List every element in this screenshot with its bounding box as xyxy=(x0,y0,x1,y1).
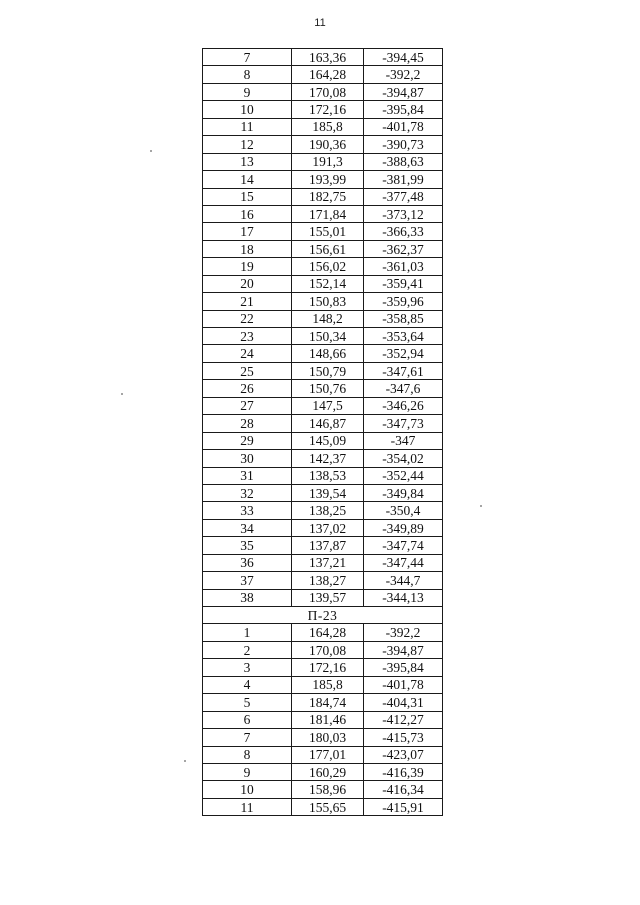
cell-value-x: 152,14 xyxy=(292,275,364,292)
cell-value-x: 148,2 xyxy=(292,310,364,327)
table-row xyxy=(203,345,443,362)
cell-value-y: -366,33 xyxy=(364,223,443,240)
table-body-part1 xyxy=(203,49,443,607)
cell-value-y: -344,7 xyxy=(364,572,443,589)
cell-index: 11 xyxy=(203,798,292,815)
table-row xyxy=(203,484,443,501)
cell-index: 10 xyxy=(203,781,292,798)
cell-value-x: 164,28 xyxy=(292,624,364,641)
cell-value-y: -347 xyxy=(364,432,443,449)
cell-value-x: 164,28 xyxy=(292,66,364,83)
cell-value-x: 148,66 xyxy=(292,345,364,362)
cell-index: 30 xyxy=(203,450,292,467)
cell-index: 34 xyxy=(203,519,292,536)
cell-index: 27 xyxy=(203,397,292,414)
table-row xyxy=(203,450,443,467)
cell-value-x: 137,21 xyxy=(292,554,364,571)
data-table-container xyxy=(202,48,442,816)
scan-speck xyxy=(480,505,482,507)
cell-index: 3 xyxy=(203,659,292,676)
table-row xyxy=(203,711,443,728)
table-row xyxy=(203,729,443,746)
cell-index: 2 xyxy=(203,641,292,658)
cell-value-x: 170,08 xyxy=(292,83,364,100)
table-row xyxy=(203,572,443,589)
cell-index: 33 xyxy=(203,502,292,519)
cell-value-x: 163,36 xyxy=(292,49,364,66)
cell-index: 35 xyxy=(203,537,292,554)
cell-index: 10 xyxy=(203,101,292,118)
table-row xyxy=(203,328,443,345)
cell-value-y: -416,34 xyxy=(364,781,443,798)
cell-index: 15 xyxy=(203,188,292,205)
table-row xyxy=(203,641,443,658)
cell-index: 7 xyxy=(203,729,292,746)
cell-value-x: 138,53 xyxy=(292,467,364,484)
cell-index: 21 xyxy=(203,293,292,310)
cell-value-x: 177,01 xyxy=(292,746,364,763)
cell-value-y: -359,96 xyxy=(364,293,443,310)
cell-value-y: -392,2 xyxy=(364,66,443,83)
cell-value-x: 150,83 xyxy=(292,293,364,310)
scan-speck xyxy=(184,760,186,762)
cell-value-x: 156,02 xyxy=(292,258,364,275)
cell-value-x: 182,75 xyxy=(292,188,364,205)
cell-index: 20 xyxy=(203,275,292,292)
cell-value-y: -354,02 xyxy=(364,450,443,467)
section-header-cell: П-23 xyxy=(203,607,443,624)
table-row xyxy=(203,397,443,414)
cell-value-y: -347,6 xyxy=(364,380,443,397)
table-row xyxy=(203,624,443,641)
cell-value-x: 155,65 xyxy=(292,798,364,815)
table-row xyxy=(203,66,443,83)
table-row xyxy=(203,589,443,606)
cell-value-y: -388,63 xyxy=(364,153,443,170)
cell-index: 37 xyxy=(203,572,292,589)
cell-value-x: 138,25 xyxy=(292,502,364,519)
table-row xyxy=(203,223,443,240)
cell-value-y: -412,27 xyxy=(364,711,443,728)
cell-value-x: 150,79 xyxy=(292,362,364,379)
cell-value-x: 185,8 xyxy=(292,676,364,693)
cell-value-y: -353,64 xyxy=(364,328,443,345)
table-row xyxy=(203,380,443,397)
cell-value-x: 137,87 xyxy=(292,537,364,554)
table-row xyxy=(203,519,443,536)
page-number: 11 xyxy=(314,17,326,29)
cell-value-x: 185,8 xyxy=(292,118,364,135)
cell-index: 8 xyxy=(203,746,292,763)
cell-value-y: -350,4 xyxy=(364,502,443,519)
table-row xyxy=(203,415,443,432)
cell-value-x: 155,01 xyxy=(292,223,364,240)
cell-value-y: -347,44 xyxy=(364,554,443,571)
cell-index: 32 xyxy=(203,484,292,501)
cell-value-y: -401,78 xyxy=(364,676,443,693)
cell-value-x: 156,61 xyxy=(292,240,364,257)
table-row xyxy=(203,240,443,257)
cell-index: 26 xyxy=(203,380,292,397)
cell-value-y: -358,85 xyxy=(364,310,443,327)
cell-index: 17 xyxy=(203,223,292,240)
table-row xyxy=(203,798,443,815)
cell-value-x: 142,37 xyxy=(292,450,364,467)
table-row xyxy=(203,502,443,519)
cell-value-x: 147,5 xyxy=(292,397,364,414)
cell-value-x: 181,46 xyxy=(292,711,364,728)
table-row xyxy=(203,275,443,292)
cell-index: 16 xyxy=(203,205,292,222)
cell-index: 14 xyxy=(203,171,292,188)
cell-value-y: -359,41 xyxy=(364,275,443,292)
cell-index: 22 xyxy=(203,310,292,327)
cell-index: 25 xyxy=(203,362,292,379)
cell-index: 24 xyxy=(203,345,292,362)
table-row xyxy=(203,188,443,205)
cell-value-y: -361,03 xyxy=(364,258,443,275)
cell-index: 23 xyxy=(203,328,292,345)
table-row xyxy=(203,153,443,170)
cell-value-y: -381,99 xyxy=(364,171,443,188)
cell-value-y: -394,87 xyxy=(364,641,443,658)
table-row xyxy=(203,676,443,693)
cell-value-x: 146,87 xyxy=(292,415,364,432)
table-row xyxy=(203,659,443,676)
cell-value-y: -362,37 xyxy=(364,240,443,257)
cell-value-x: 191,3 xyxy=(292,153,364,170)
cell-value-y: -344,13 xyxy=(364,589,443,606)
cell-value-x: 193,99 xyxy=(292,171,364,188)
table-row xyxy=(203,83,443,100)
section-header-row xyxy=(203,607,443,624)
cell-index: 7 xyxy=(203,49,292,66)
cell-value-y: -373,12 xyxy=(364,205,443,222)
cell-value-y: -377,48 xyxy=(364,188,443,205)
cell-index: 9 xyxy=(203,763,292,780)
table-row xyxy=(203,537,443,554)
cell-index: 1 xyxy=(203,624,292,641)
cell-index: 28 xyxy=(203,415,292,432)
table-body-part2 xyxy=(203,624,443,816)
cell-index: 4 xyxy=(203,676,292,693)
cell-value-x: 180,03 xyxy=(292,729,364,746)
cell-value-y: -392,2 xyxy=(364,624,443,641)
table-row xyxy=(203,746,443,763)
cell-value-y: -352,44 xyxy=(364,467,443,484)
table-row xyxy=(203,763,443,780)
cell-index: 6 xyxy=(203,711,292,728)
cell-value-y: -394,45 xyxy=(364,49,443,66)
cell-index: 8 xyxy=(203,66,292,83)
table-row xyxy=(203,467,443,484)
cell-index: 12 xyxy=(203,136,292,153)
cell-value-x: 137,02 xyxy=(292,519,364,536)
cell-value-x: 150,34 xyxy=(292,328,364,345)
cell-value-y: -347,74 xyxy=(364,537,443,554)
cell-value-y: -395,84 xyxy=(364,101,443,118)
cell-value-y: -347,61 xyxy=(364,362,443,379)
table-row xyxy=(203,781,443,798)
table-row xyxy=(203,205,443,222)
scan-speck xyxy=(150,150,152,152)
cell-index: 31 xyxy=(203,467,292,484)
cell-index: 38 xyxy=(203,589,292,606)
table-row xyxy=(203,362,443,379)
cell-index: 29 xyxy=(203,432,292,449)
table-row xyxy=(203,171,443,188)
table-row xyxy=(203,258,443,275)
cell-value-y: -416,39 xyxy=(364,763,443,780)
cell-value-y: -401,78 xyxy=(364,118,443,135)
cell-value-x: 170,08 xyxy=(292,641,364,658)
cell-value-x: 172,16 xyxy=(292,659,364,676)
cell-index: 13 xyxy=(203,153,292,170)
cell-value-x: 150,76 xyxy=(292,380,364,397)
table-row xyxy=(203,694,443,711)
table-row xyxy=(203,118,443,135)
cell-value-y: -423,07 xyxy=(364,746,443,763)
cell-value-y: -352,94 xyxy=(364,345,443,362)
cell-index: 18 xyxy=(203,240,292,257)
cell-index: 11 xyxy=(203,118,292,135)
cell-value-y: -349,89 xyxy=(364,519,443,536)
cell-value-y: -395,84 xyxy=(364,659,443,676)
cell-value-x: 139,57 xyxy=(292,589,364,606)
table-row xyxy=(203,293,443,310)
data-table xyxy=(202,48,443,816)
cell-value-y: -394,87 xyxy=(364,83,443,100)
cell-value-y: -404,31 xyxy=(364,694,443,711)
cell-value-x: 160,29 xyxy=(292,763,364,780)
table-row xyxy=(203,101,443,118)
cell-value-x: 158,96 xyxy=(292,781,364,798)
cell-value-x: 145,09 xyxy=(292,432,364,449)
table-row xyxy=(203,310,443,327)
cell-value-x: 171,84 xyxy=(292,205,364,222)
cell-value-y: -349,84 xyxy=(364,484,443,501)
cell-index: 19 xyxy=(203,258,292,275)
cell-value-y: -347,73 xyxy=(364,415,443,432)
cell-value-y: -415,91 xyxy=(364,798,443,815)
table-row xyxy=(203,136,443,153)
cell-index: 5 xyxy=(203,694,292,711)
cell-value-x: 184,74 xyxy=(292,694,364,711)
cell-value-y: -346,26 xyxy=(364,397,443,414)
cell-value-x: 190,36 xyxy=(292,136,364,153)
table-row xyxy=(203,49,443,66)
cell-index: 9 xyxy=(203,83,292,100)
table-row xyxy=(203,554,443,571)
table-section-header-group xyxy=(203,607,443,624)
cell-value-y: -415,73 xyxy=(364,729,443,746)
cell-index: 36 xyxy=(203,554,292,571)
scan-speck xyxy=(121,393,123,395)
cell-value-x: 139,54 xyxy=(292,484,364,501)
cell-value-x: 172,16 xyxy=(292,101,364,118)
cell-value-x: 138,27 xyxy=(292,572,364,589)
table-row xyxy=(203,432,443,449)
cell-value-y: -390,73 xyxy=(364,136,443,153)
